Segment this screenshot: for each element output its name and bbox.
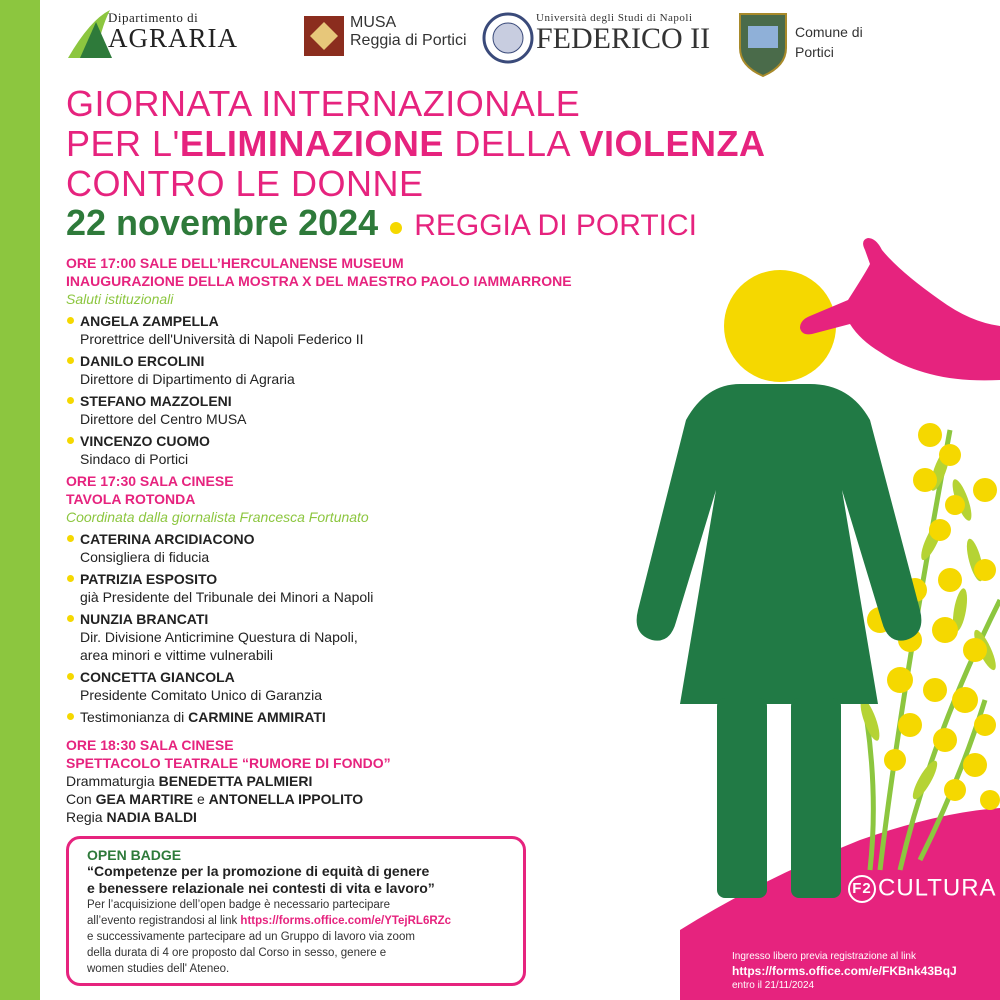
badge-text-4: della durata di 4 ore proposto dal Corso in sesso, genere e xyxy=(87,947,387,959)
badge-text-5: women studies dell' Ateneo. xyxy=(87,963,230,975)
comune-line2: Portici xyxy=(795,44,834,60)
title-line3: CONTRO LE DONNE xyxy=(66,163,424,204)
badge-quote-1: “Competenze per la promozione di equità di genere xyxy=(87,863,430,879)
registration-line1: Ingresso libero previa registrazione al link xyxy=(732,951,916,962)
logo-comune xyxy=(737,8,863,62)
badge-text-1: Per l’acquisizione dell’open badge è necessario partecipare xyxy=(87,899,391,911)
speaker-role-continued: area minori e vittime vulnerabili xyxy=(80,647,273,663)
logo-agraria xyxy=(64,10,239,53)
registration-deadline: entro il 21/11/2024 xyxy=(732,980,815,991)
badge-registration-link[interactable]: https://forms.office.com/e/YTejRL6RZc xyxy=(240,915,452,927)
program xyxy=(66,254,646,826)
testimony xyxy=(66,708,646,726)
badge-text-2: all’evento registrandosi al link https://forms.office.com/e/YTejRL6RZc xyxy=(87,915,452,927)
session2-time: ORE 17:30 SALA CINESE xyxy=(66,473,234,489)
speaker-role: Direttore di Dipartimento di Agraria xyxy=(80,371,295,387)
event-venue: REGGIA DI PORTICI xyxy=(414,209,698,242)
speaker xyxy=(66,312,646,348)
speaker xyxy=(66,668,646,704)
badge-text-3: e successivamente partecipare ad un Gruppo di lavoro via zoom xyxy=(87,931,415,943)
speaker-role: già Presidente del Tribunale dei Minori a Napoli xyxy=(80,589,374,605)
badge-title: OPEN BADGE xyxy=(87,847,182,863)
f2-mark: F2 xyxy=(848,875,876,903)
speaker xyxy=(66,530,646,566)
badge-quote-2: e benessere relazionale nei contesti di vita e lavoro” xyxy=(87,880,435,896)
title-emph-2: VIOLENZA xyxy=(579,123,766,164)
speaker-role: Prorettrice dell'Università di Napoli Federico II xyxy=(80,331,364,347)
speaker-role: Dir. Divisione Anticrimine Questura di Napoli, xyxy=(80,629,358,645)
speaker xyxy=(66,352,646,388)
title-emph-1: ELIMINAZIONE xyxy=(179,123,444,164)
title-line1: GIORNATA INTERNAZIONALE xyxy=(66,83,581,124)
speaker-name: PATRIZIA ESPOSITO xyxy=(66,570,646,588)
speaker-name: STEFANO MAZZOLENI xyxy=(66,392,646,410)
speaker-role: Consigliera di fiducia xyxy=(80,549,210,565)
session3-title: SPETTACOLO TEATRALE “RUMORE DI FONDO” xyxy=(66,755,391,771)
speaker xyxy=(66,570,646,606)
speaker-name: DANILO ERCOLINI xyxy=(66,352,646,370)
speaker-name: VINCENZO CUOMO xyxy=(66,432,646,450)
testimony-line: Testimonianza di CARMINE AMMIRATI xyxy=(66,708,646,726)
date-venue-line xyxy=(66,202,966,244)
logo-federico xyxy=(484,12,710,54)
separator-dot xyxy=(390,222,402,234)
federico-line1: Università degli Studi di Napoli xyxy=(536,12,693,24)
musa-line1: MUSA xyxy=(350,14,397,31)
speaker xyxy=(66,432,646,468)
session2-title: TAVOLA ROTONDA xyxy=(66,491,196,507)
registration-link[interactable]: https://forms.office.com/e/FKBnk43BqJ xyxy=(732,964,957,978)
agraria-small-text: Dipartimento di xyxy=(108,10,199,25)
speaker-name: ANGELA ZAMPELLA xyxy=(66,312,646,330)
session3-time: ORE 18:30 SALA CINESE xyxy=(66,737,234,753)
event-date: 22 novembre 2024 xyxy=(66,202,379,243)
federico-line2: FEDERICO II xyxy=(536,22,711,55)
speaker-role: Presidente Comitato Unico di Garanzia xyxy=(80,687,323,703)
logo-musa xyxy=(304,14,467,50)
page-title xyxy=(66,84,966,204)
session1-time: ORE 17:00 SALE DELL’HERCULANENSE MUSEUM xyxy=(66,255,404,271)
agraria-big-text: AGRARIA xyxy=(108,23,239,53)
speaker-name: CATERINA ARCIDIACONO xyxy=(66,530,646,548)
speaker-role: Sindaco di Portici xyxy=(80,451,189,467)
musa-line2: Reggia di Portici xyxy=(350,32,467,49)
session1-note: Saluti istituzionali xyxy=(66,291,174,307)
woman-figure xyxy=(637,384,922,898)
open-badge-box xyxy=(66,836,526,986)
testimony-name: CARMINE AMMIRATI xyxy=(188,709,326,725)
registration-info xyxy=(732,950,992,992)
f2-cultura-logo xyxy=(848,874,997,903)
session2-note: Coordinata dalla giornalista Francesca Fortunato xyxy=(66,509,369,525)
speaker xyxy=(66,392,646,428)
speaker xyxy=(66,610,646,664)
director-credit: Regia NADIA BALDI xyxy=(66,809,197,825)
cast-credit: Con GEA MARTIRE e ANTONELLA IPPOLITO xyxy=(66,791,364,807)
drama-credit: Drammaturgia BENEDETTA PALMIERI xyxy=(66,773,313,789)
magenta-hand xyxy=(800,238,1000,380)
session1-title: INAUGURAZIONE DELLA MOSTRA X DEL MAESTRO PAOLO IAMMARRONE xyxy=(66,273,572,289)
comune-line1: Comune di xyxy=(795,24,863,40)
f2-word: CULTURA xyxy=(878,874,997,902)
speaker-role: Direttore del Centro MUSA xyxy=(80,411,247,427)
speaker-name: NUNZIA BRANCATI xyxy=(66,610,646,628)
speaker-name: CONCETTA GIANCOLA xyxy=(66,668,646,686)
title-line2: PER L'ELIMINAZIONE DELLA VIOLENZA xyxy=(66,123,766,164)
